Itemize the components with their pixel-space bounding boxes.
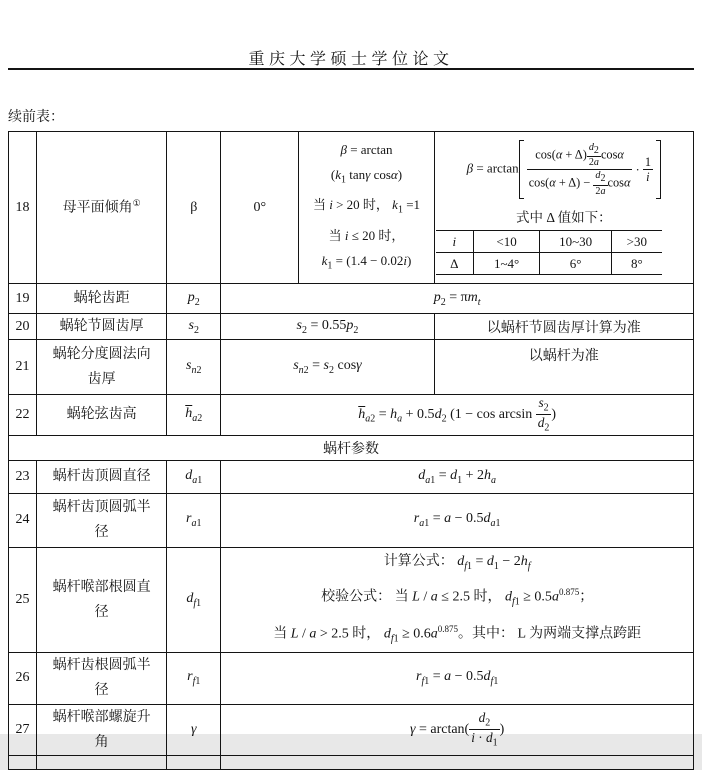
table-row-26	[9, 653, 694, 704]
delta-cell: 6°	[540, 253, 612, 275]
param-name: 蜗轮弦齿高	[37, 395, 167, 435]
table-row-24	[9, 493, 694, 547]
param-symbol: $r_{a1}$	[167, 493, 221, 547]
beta-condition-cell	[299, 132, 434, 284]
param-symbol: $\overline{h}_{a2}$	[167, 395, 221, 435]
param-symbol: $p_2$	[167, 284, 221, 314]
param-symbol: $d_{a1}$	[167, 460, 221, 493]
param-symbol: γ	[167, 704, 221, 755]
table-row-21	[9, 340, 694, 395]
row-number: 26	[9, 653, 37, 704]
formula-cell: $s_{n2} = s_2$ cosγ	[221, 340, 434, 395]
param-name: 蜗轮分度圆法向 齿厚	[37, 340, 167, 395]
formula-cell: $\overline{h}_{a2} = h_a + 0.5d_2$ (1 − cos arcsin $\frac{s_2}{d_2}$ )	[221, 395, 694, 435]
param-symbol: $s_2$	[167, 314, 221, 340]
row-number: 25	[9, 547, 37, 653]
formula-line: 校验公式： 当 L / a ≤ 2.5 时， $d_{f1} \ge 0.5a^{0.875}$；	[321, 587, 594, 608]
delta-cell: 10~30	[540, 231, 612, 253]
formula-line: 计算公式： $d_{f1} = d_1 - 2h_f$	[383, 553, 531, 572]
param-name: 蜗杆喉部螺旋升 角	[37, 704, 167, 755]
row-number: 20	[9, 314, 37, 340]
delta-cell: <10	[474, 231, 540, 253]
formula-cell: $s_2 = 0.55p_2$	[221, 314, 434, 340]
row-number: 19	[9, 284, 37, 314]
delta-cell: >30	[612, 231, 662, 253]
row-number: 24	[9, 493, 37, 547]
row-number: 21	[9, 340, 37, 395]
param-symbol: $s_{n2}$	[167, 340, 221, 395]
formula-cell: γ = arctan( $\frac{d_2}{i \cdot d_1}$ )	[221, 704, 694, 755]
table-row-19	[9, 284, 694, 314]
param-name: 蜗轮齿距	[37, 284, 167, 314]
delta-table-value-row	[436, 253, 662, 275]
param-name: 蜗杆齿根圆弧半 径	[37, 653, 167, 704]
parameters-table	[8, 131, 694, 770]
param-symbol: $r_{f1}$	[167, 653, 221, 704]
formula-cell	[221, 547, 694, 653]
param-name	[37, 755, 167, 769]
angle-value: 0°	[221, 132, 299, 284]
delta-cell: i	[436, 231, 474, 253]
param-name: 蜗杆齿顶圆直径	[37, 460, 167, 493]
delta-cell: 8°	[612, 253, 662, 275]
delta-cell: 1~4°	[474, 253, 540, 275]
formula-line: β = arctan	[340, 141, 393, 157]
delta-table	[436, 230, 662, 275]
table-row-27	[9, 704, 694, 755]
delta-note: 式中 Δ 值如下：	[515, 210, 612, 226]
row-number: 23	[9, 460, 37, 493]
note-cell: 以蜗杆节圆齿厚计算为准	[434, 314, 693, 340]
formula-line: 当 L / a > 2.5 时， $d_{f1} \ge 0.6a^{0.875}$。其中： L 为两端支撑点跨距	[273, 623, 642, 645]
formula-cell: $p_2 = \pi m_t$	[221, 284, 694, 314]
param-symbol: $d_{f1}$	[167, 547, 221, 653]
delta-cell: Δ	[436, 253, 474, 275]
beta-formula-cell	[434, 132, 693, 284]
table-row-18	[9, 132, 694, 284]
formula-line: $k_1 = (1.4 - 0.02i)$	[321, 252, 412, 272]
param-name: 蜗杆喉部根圆直 径	[37, 547, 167, 653]
row-number: 27	[9, 704, 37, 755]
param-name: 蜗杆齿顶圆弧半 径	[37, 493, 167, 547]
table-row-20	[9, 314, 694, 340]
row-number	[9, 755, 37, 769]
table-row-partial	[9, 755, 694, 769]
section-header-row	[9, 435, 694, 460]
formula-cell	[221, 755, 694, 769]
table-row-22	[9, 395, 694, 435]
delta-table-header-row	[436, 231, 662, 253]
row-number: 18	[9, 132, 37, 284]
param-symbol	[167, 755, 221, 769]
formula-line: 当 i ≤ 20 时，	[328, 227, 405, 243]
param-symbol: β	[167, 132, 221, 284]
table-row-23	[9, 460, 694, 493]
param-name: 母平面倾角①	[37, 132, 167, 284]
continued-label: 续前表：	[8, 110, 64, 125]
note-cell: 以蜗杆为准	[434, 340, 693, 395]
formula-cell: $r_{a1} = a - 0.5d_{a1}$	[221, 493, 694, 547]
formula-line: ($k_1$ tanγ cosα)	[330, 166, 403, 186]
formula-line: 当 i > 20 时， $k_1 =1$	[312, 197, 421, 216]
param-name: 蜗轮节圆齿厚	[37, 314, 167, 340]
beta-formula: β = arctan cos(α + Δ) $\frac{d_2}{2a}$ cosα cos(α + Δ) − $\frac{d_2}{2a}$ cosα · 1 i	[435, 140, 693, 199]
header-divider	[8, 68, 694, 70]
page-title: 重庆大学硕士学位论文	[248, 51, 454, 68]
formula-cell: $d_{a1} = d_1 + 2h_a$	[221, 460, 694, 493]
formula-cell: $r_{f1} = a - 0.5d_{f1}$	[221, 653, 694, 704]
table-row-25	[9, 547, 694, 653]
section-header: 蜗杆参数	[9, 435, 694, 460]
row-number: 22	[9, 395, 37, 435]
